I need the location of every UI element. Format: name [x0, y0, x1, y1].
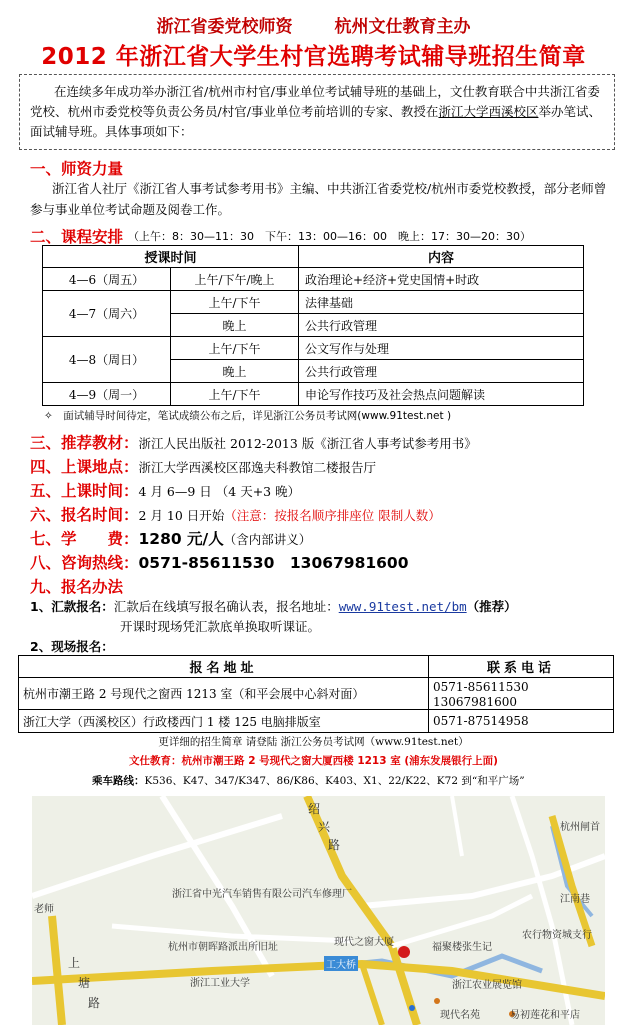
table-row: 4—7（周六） 上午/下午 法律基础 [43, 291, 584, 314]
map-label: 易初莲花和平店 [510, 1010, 580, 1021]
table-row: 晚上 公共行政管理 [43, 314, 584, 337]
table-row: 4—9（周一） 上午/下午 申论写作技巧及社会热点问题解读 [43, 383, 584, 406]
map-label: 浙江工业大学 [190, 978, 250, 989]
map-label: 杭州市朝晖路派出所旧址 [168, 942, 278, 953]
footer-address-text: 杭州市潮王路 2 号现代之窗大厦西楼 1213 室 (浦东发展银行上面) [181, 755, 498, 767]
section-faculty-heading: 一、师资力量 [30, 160, 124, 178]
hotline-phones: 0571-85611530 13067981600 [138, 554, 409, 572]
tuition-price: 1280 元/人 [138, 530, 224, 548]
section-enroll-heading: 九、报名办法 [30, 578, 124, 596]
section-schedule-heading: 二、课程安排 [30, 228, 124, 246]
schedule-hours: （上午：8：30—11：30 下午：13：00—16：00 晚上：17：30—20：30） [128, 230, 531, 243]
table-row: 4—8（周日） 上午/下午 公文写作与处理 [43, 337, 584, 360]
map-label: 浙江省中光汽车销售有限公司汽车修理厂 [172, 889, 352, 900]
section-class-time [30, 479, 300, 501]
section-textbook-text: 浙江人民出版社 2012-2013 版《浙江省人事考试参考用书》 [138, 436, 477, 451]
intro-text-a: 在连续多年成功举办浙江省/杭州市村官/事业单位考试辅导班的基础上，文仕教育联合中共浙江省委党校、杭州市委党校等负责公务员/村官/事业单位考前培训的专家、教授在 [30, 84, 600, 119]
table-row: 4—6（周五） 上午/下午/晚上 政治理论+经济+党史国情+时政 [43, 268, 584, 291]
interview-note: ✧ 面试辅导时间待定，笔试成绩公布之后，详见浙江公务员考试网(www.91test.net ) [44, 410, 452, 422]
enroll-link[interactable]: www.91test.net/bm [338, 599, 467, 614]
footer-address [0, 753, 627, 768]
map-label: 福聚楼张生记 [432, 942, 492, 953]
schedule-col-time: 授课时间 [43, 246, 299, 268]
intro-text-b: 举办笔试、面试辅导班。具体事项如下： [30, 104, 601, 139]
map-label: 江南巷 [560, 894, 590, 905]
map-pin-icon[interactable] [398, 946, 410, 958]
slogan-left: 浙江省委党校师资 [156, 17, 293, 37]
section-class-time-heading: 五、上课时间： [30, 482, 139, 500]
table-row: 晚上 公共行政管理 [43, 360, 584, 383]
map-label: 路 [328, 838, 341, 852]
footer-bus [92, 773, 525, 788]
section-faculty-text: 浙江省人社厅《浙江省人事考试参考用书》主编、中共浙江省委党校/杭州市委党校教授，部分老师曾参与事业单位考试命题及阅卷工作。 [30, 181, 607, 217]
map-label: 浙江农业展览馆 [452, 980, 522, 991]
map-label: 路 [88, 996, 101, 1010]
schedule-col-content: 内容 [299, 246, 584, 268]
location-col-address: 报名地址 [19, 656, 429, 678]
footer-bus-label: 乘车路线： [92, 775, 145, 787]
footer-bus-routes: K536、K47、347/K347、86/K86、K403、X1、22/K22、K72 到“和平广场” [144, 775, 525, 787]
enroll-remittance-label: 1、汇款报名： [30, 599, 114, 614]
location-map[interactable] [32, 796, 605, 1025]
section-venue-heading: 四、上课地点： [30, 458, 139, 476]
enroll-onsite-label: 2、现场报名： [30, 639, 114, 654]
section-textbook [30, 431, 477, 453]
enroll-recommended: （推荐） [466, 599, 517, 614]
map-label: 杭州闸首 [560, 822, 600, 833]
map-label: 老师 [34, 904, 54, 915]
footer-more-info: 更详细的招生简章 请登陆 浙江公务员考试网（www.91test.net） [158, 736, 469, 748]
map-label: 现代之窗大厦 [334, 937, 394, 948]
section-venue [30, 455, 376, 477]
section-registration-time-text: 2 月 10 日开始 [138, 508, 225, 523]
location-col-phone: 联系电话 [429, 656, 614, 678]
section-textbook-heading: 三、推荐教材： [30, 434, 139, 452]
tuition-note: （含内部讲义） [223, 532, 312, 547]
location-table [18, 655, 614, 733]
registration-note: （注意：按报名顺序排座位 限制人数） [224, 508, 441, 523]
map-label: 绍 [308, 802, 321, 816]
section-venue-text: 浙江大学西溪校区邵逸夫科教馆二楼报告厅 [138, 460, 377, 475]
top-slogan [0, 12, 627, 37]
section-tuition [30, 527, 311, 549]
map-label: 现代名苑 [440, 1010, 480, 1021]
section-registration-time [30, 503, 441, 525]
map-label: 兴 [318, 820, 331, 834]
section-hotline-heading: 八、咨询热线： [30, 554, 139, 572]
section-hotline [30, 551, 409, 573]
intro-box [19, 74, 615, 150]
page-title: 2012 年浙江省大学生村官选聘考试辅导班招生简章 [41, 44, 586, 70]
table-row: 杭州市潮王路 2 号现代之窗西 1213 室（和平会展中心斜对面） 0571-85611530 13067981600 [19, 678, 614, 710]
map-label: 工大桥 [324, 956, 358, 971]
enroll-remittance-line2: 开课时现场凭汇款底单换取听课证。 [120, 619, 321, 634]
map-label: 塘 [78, 976, 91, 990]
enroll-remittance-text: 汇款后在线填写报名确认表，报名地址： [113, 599, 339, 614]
section-tuition-heading: 七、学 费： [30, 530, 139, 548]
map-label: 上 [68, 956, 81, 970]
schedule-table [42, 245, 584, 406]
section-class-time-text: 4 月 6—9 日 （4 天+3 晚） [138, 484, 301, 499]
enroll-remittance [30, 596, 620, 617]
table-row: 浙江大学（西溪校区）行政楼西门 1 楼 125 电脑排版室 0571-87514958 [19, 710, 614, 733]
slogan-right: 杭州文仕教育主办 [334, 17, 471, 37]
intro-venue: 浙江大学西溪校区 [438, 104, 539, 119]
footer-address-label: 文仕教育： [129, 755, 182, 767]
map-label: 农行物资城支行 [522, 930, 592, 941]
section-registration-time-heading: 六、报名时间： [30, 506, 139, 524]
